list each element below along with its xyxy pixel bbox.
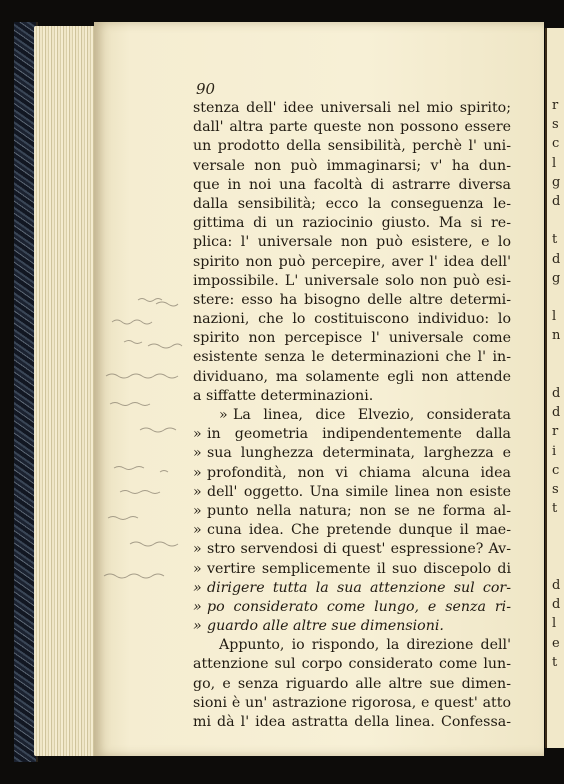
- quote-mark: »: [219, 407, 228, 423]
- facing-page-edge: [545, 28, 564, 748]
- quotation: [193, 406, 511, 636]
- quote-text: cuna idea. Che pretende dunque il mae-: [207, 522, 511, 539]
- text-line: spirito non percepisce l' universale come: [193, 330, 511, 347]
- paragraph-2: [193, 636, 511, 732]
- quote-mark: »: [193, 618, 202, 635]
- page-number: 90: [196, 80, 216, 98]
- quote-line: [193, 521, 511, 540]
- quote-text: dell' oggetto. Una simile linea non esiste: [207, 483, 511, 500]
- quote-line: [193, 598, 511, 617]
- quote-line: [193, 579, 511, 598]
- quote-mark: »: [193, 560, 202, 577]
- quote-text: profondità, non vi chiama alcuna idea: [207, 464, 511, 481]
- text-line: un prodotto della sensibilità, perchè l' uni-: [193, 138, 511, 155]
- text-line: gittima di un raziocinio giusto. Ma si re-: [193, 215, 511, 232]
- quote-text: punto nella natura; non se ne forma al-: [207, 502, 511, 519]
- quote-text: dirigere tutta la sua attenzione sul cor-: [207, 579, 511, 596]
- text-line: dividuano, ma solamente egli non attende: [193, 368, 511, 385]
- text-line: go, e senza riguardo alle altre sue dimen-: [193, 675, 511, 692]
- quote-text: sua lunghezza determinata, larghezza e: [207, 445, 511, 462]
- text-line: que in noi una facoltà di astrarre diversa: [193, 176, 511, 193]
- quote-text: stro servendosi di quest' espressione? Av-: [207, 541, 511, 558]
- text-line: sioni è un' astrazione rigorosa, e quest' atto: [193, 694, 511, 711]
- quote-line: [193, 540, 511, 559]
- body-text: [193, 99, 511, 732]
- text-line: esistente senza le determinazioni che l' in-: [193, 349, 511, 366]
- quote-mark: »: [193, 541, 202, 558]
- quote-mark: »: [193, 464, 202, 481]
- quote-line: [193, 502, 511, 521]
- text-line: dalla sensibilità; ecco la conseguenza le-: [193, 195, 511, 212]
- quote-text: guardo alle altre sue dimensioni.: [207, 618, 444, 635]
- text-line: Appunto, io rispondo, la direzione dell': [219, 637, 511, 654]
- quote-line: [193, 406, 511, 425]
- text-line: mi dà l' idea astratta della linea. Confessa-: [193, 714, 511, 730]
- quote-text: vertire semplicemente il suo discepolo di: [207, 560, 511, 577]
- quote-mark: »: [193, 426, 202, 443]
- quote-mark: »: [193, 445, 202, 462]
- quote-text: La linea, dice Elvezio, considerata: [233, 407, 511, 423]
- quote-text: in geometria indipendentemente dalla: [207, 426, 511, 443]
- text-line: attenzione sul corpo considerato come lun-: [193, 656, 511, 673]
- text-line: a siffatte determinazioni.: [193, 387, 374, 404]
- quote-line: [193, 464, 511, 483]
- quote-mark: »: [193, 579, 202, 596]
- quote-line: [193, 444, 511, 463]
- pencil-annotations: [100, 294, 192, 594]
- text-line: plica: l' universale non può esistere, e lo: [193, 234, 511, 251]
- text-line: stere: esso ha bisogno delle altre determi-: [193, 291, 511, 308]
- text-line: stenza dell' idee universali nel mio spirito;: [193, 100, 511, 116]
- quote-line: [193, 617, 511, 636]
- quote-mark: »: [193, 483, 202, 500]
- text-line: impossibile. L' universale solo non può esi-: [193, 272, 511, 289]
- text-line: nazioni, che lo costituiscono individuo: lo: [193, 311, 511, 328]
- quote-line: [193, 560, 511, 579]
- text-line: versale non può immaginarsi; v' ha dun-: [193, 157, 511, 174]
- page-edges: [34, 26, 98, 756]
- quote-text: po considerato come lungo, e senza ri-: [207, 598, 511, 615]
- facing-page-text: r s c l g d t d g l n d d r i c s t d d l e t: [552, 98, 561, 670]
- text-line: dall' altra parte queste non possono essere: [193, 119, 511, 136]
- quote-mark: »: [193, 598, 202, 615]
- quote-mark: »: [193, 502, 202, 519]
- quote-line: [193, 483, 511, 502]
- quote-line: [193, 425, 511, 444]
- text-line: spirito non può percepire, aver l' idea dell': [193, 253, 511, 270]
- quote-mark: »: [193, 522, 202, 539]
- paragraph-1: [193, 99, 511, 406]
